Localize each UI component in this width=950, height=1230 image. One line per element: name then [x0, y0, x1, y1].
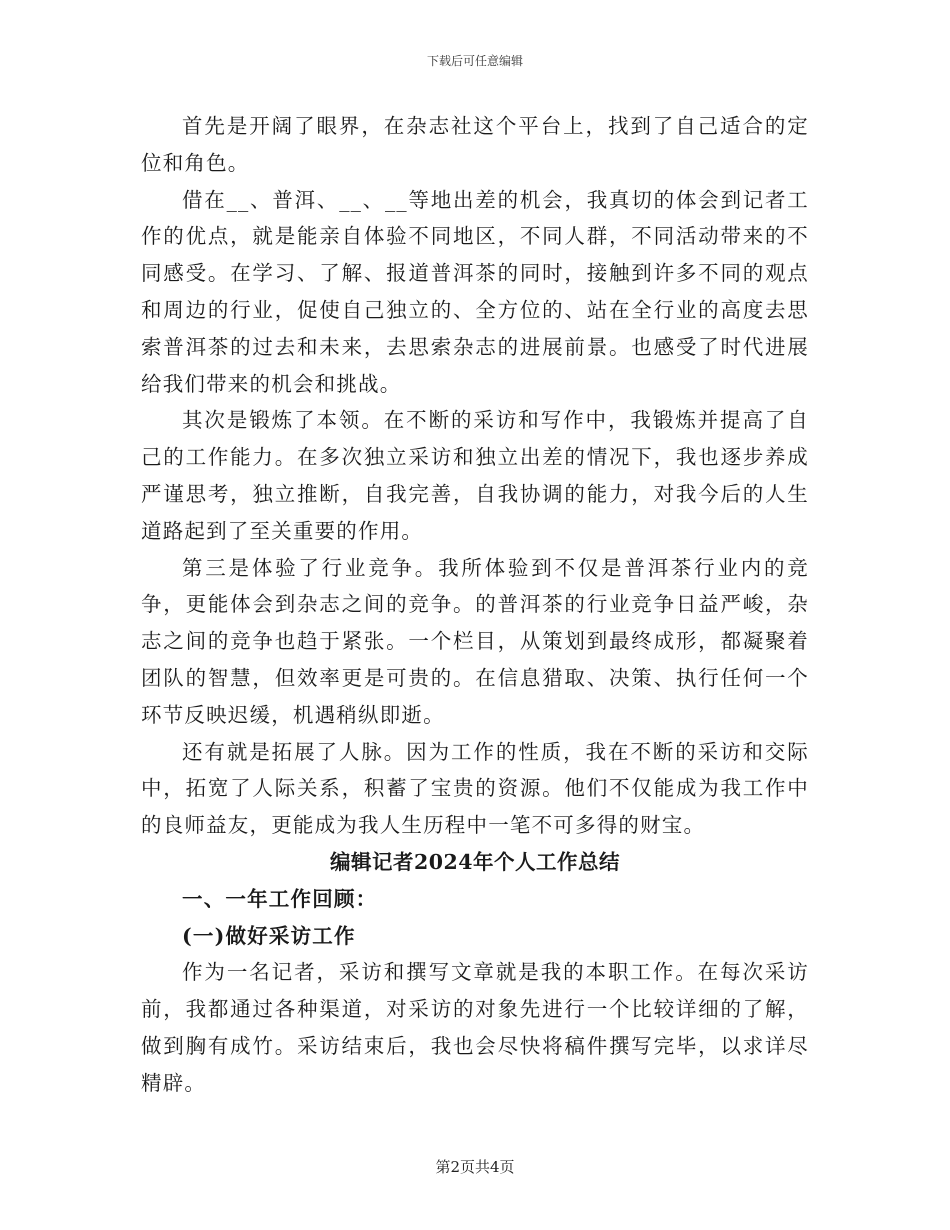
heading-year-review: 一、一年工作回顾：: [182, 886, 378, 911]
paragraph-network: 还有就是拓展了人脉。因为工作的性质，我在不断的采访和交际中，拓宽了人际关系，积蓄了宝贵的资源。他们不仅能成为我工作中的良师益友，更能成为我人生历程中一笔不可多得的财宝。: [141, 739, 809, 838]
page-number: 第2页共4页: [435, 1158, 515, 1176]
paragraph-skills: 其次是锻炼了本领。在不断的采访和写作中，我锻炼并提高了自己的工作能力。在多次独立采访和独立出差的情况下，我也逐步养成严谨思考，独立推断，自我完善，自我协调的能力，对我今后的人生道路起到了至关重要的作用。: [141, 408, 809, 543]
section-title: 编辑记者2024年个人工作总结: [329, 849, 621, 874]
paragraph-competition: 第三是体验了行业竞争。我所体验到不仅是普洱茶行业内的竞争，更能体会到杂志之间的竞争。的普洱茶的行业竞争日益严峻，杂志之间的竞争也趋于紧张。一个栏目，从策划到最终成形，都凝聚着团队的智慧，但效率更是可贵的。在信息猎取、决策、执行任何一个环节反映迟缓，机遇稍纵即逝。: [141, 555, 809, 727]
paragraph-interview-work: 作为一名记者，采访和撰写文章就是我的本职工作。在每次采访前，我都通过各种渠道，对采访的对象先进行一个比较详细的了解，做到胸有成竹。采访结束后，我也会尽快将稿件撰写完毕，以求详尽精辟。: [141, 960, 809, 1095]
paragraph-vision: 首先是开阔了眼界，在杂志社这个平台上，找到了自己适合的定位和角色。: [141, 114, 809, 175]
document-body: [141, 108, 809, 1102]
heading-interview-work: (一)做好采访工作: [182, 923, 356, 948]
page-header-note: 下载后可任意编辑: [426, 54, 523, 68]
paragraph-business-trips: 借在__、普洱、__、__等地出差的机会，我真切的体会到记者工作的优点，就是能亲自体验不同地区，不同人群，不同活动带来的不同感受。在学习、了解、报道普洱茶的同时，接触到许多不同的观点和周边的行业，促使自己独立的、全方位的、站在全行业的高度去思索普洱茶的过去和未来，去思索杂志的进展前景。也感受了时代进展给我们带来的机会和挑战。: [141, 187, 809, 396]
